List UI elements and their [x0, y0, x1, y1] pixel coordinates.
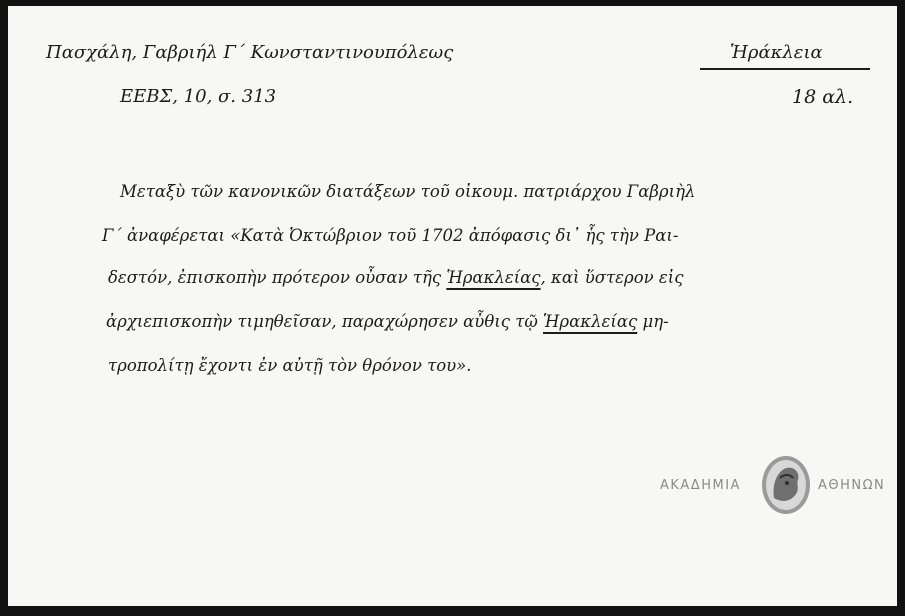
watermark-right-text: ΑΘΗΝΩΝ — [818, 478, 886, 493]
body-line-5: τροπολίτῃ ἔχοντι ἐν αὐτῇ τὸν θρόνον του». — [108, 356, 472, 375]
body-line-3-text: δεστόν, ἐπισκοπὴν πρότερον οὖσαν τῆς — [108, 268, 442, 287]
place-underline — [700, 68, 870, 70]
body-line-4-text: ἀρχιεπισκοπὴν τιμηθεῖσαν, παραχώρησεν αὖθις τῷ — [106, 312, 538, 331]
place-heading: Ἡράκλεια — [730, 42, 823, 63]
body-line-2: Γ΄ ἀναφέρεται «Κατὰ Ὀκτώβριον τοῦ 1702 ἀπόφασις δι᾿ ἧς τὴν Ραι- — [102, 226, 679, 245]
body-line-3-tail: , καὶ ὕστερον εἰς — [540, 268, 684, 287]
academy-seal-icon — [760, 454, 812, 516]
watermark-left-text: ΑΚΑΔΗΜΙΑ — [660, 478, 741, 493]
source-reference: ΕΕΒΣ, 10, σ. 313 — [120, 86, 277, 107]
leaf-count: 18 αλ. — [792, 86, 854, 108]
body-line-4-tail: μη- — [637, 312, 669, 331]
body-line-3 — [108, 268, 683, 287]
index-card — [8, 6, 897, 606]
underlined-place-1: Ἡρακλείας — [446, 268, 541, 287]
underlined-place-2: Ἡρακλείας — [543, 312, 638, 331]
author-heading: Πασχάλη, Γαβριήλ Γ΄ Κωνσταντινουπόλεως — [46, 42, 454, 63]
body-line-1: Μεταξὺ τῶν κανονικῶν διατάξεων τοῦ οἰκουμ. πατριάρχου Γαβριὴλ — [120, 182, 696, 201]
body-line-4 — [106, 312, 669, 331]
